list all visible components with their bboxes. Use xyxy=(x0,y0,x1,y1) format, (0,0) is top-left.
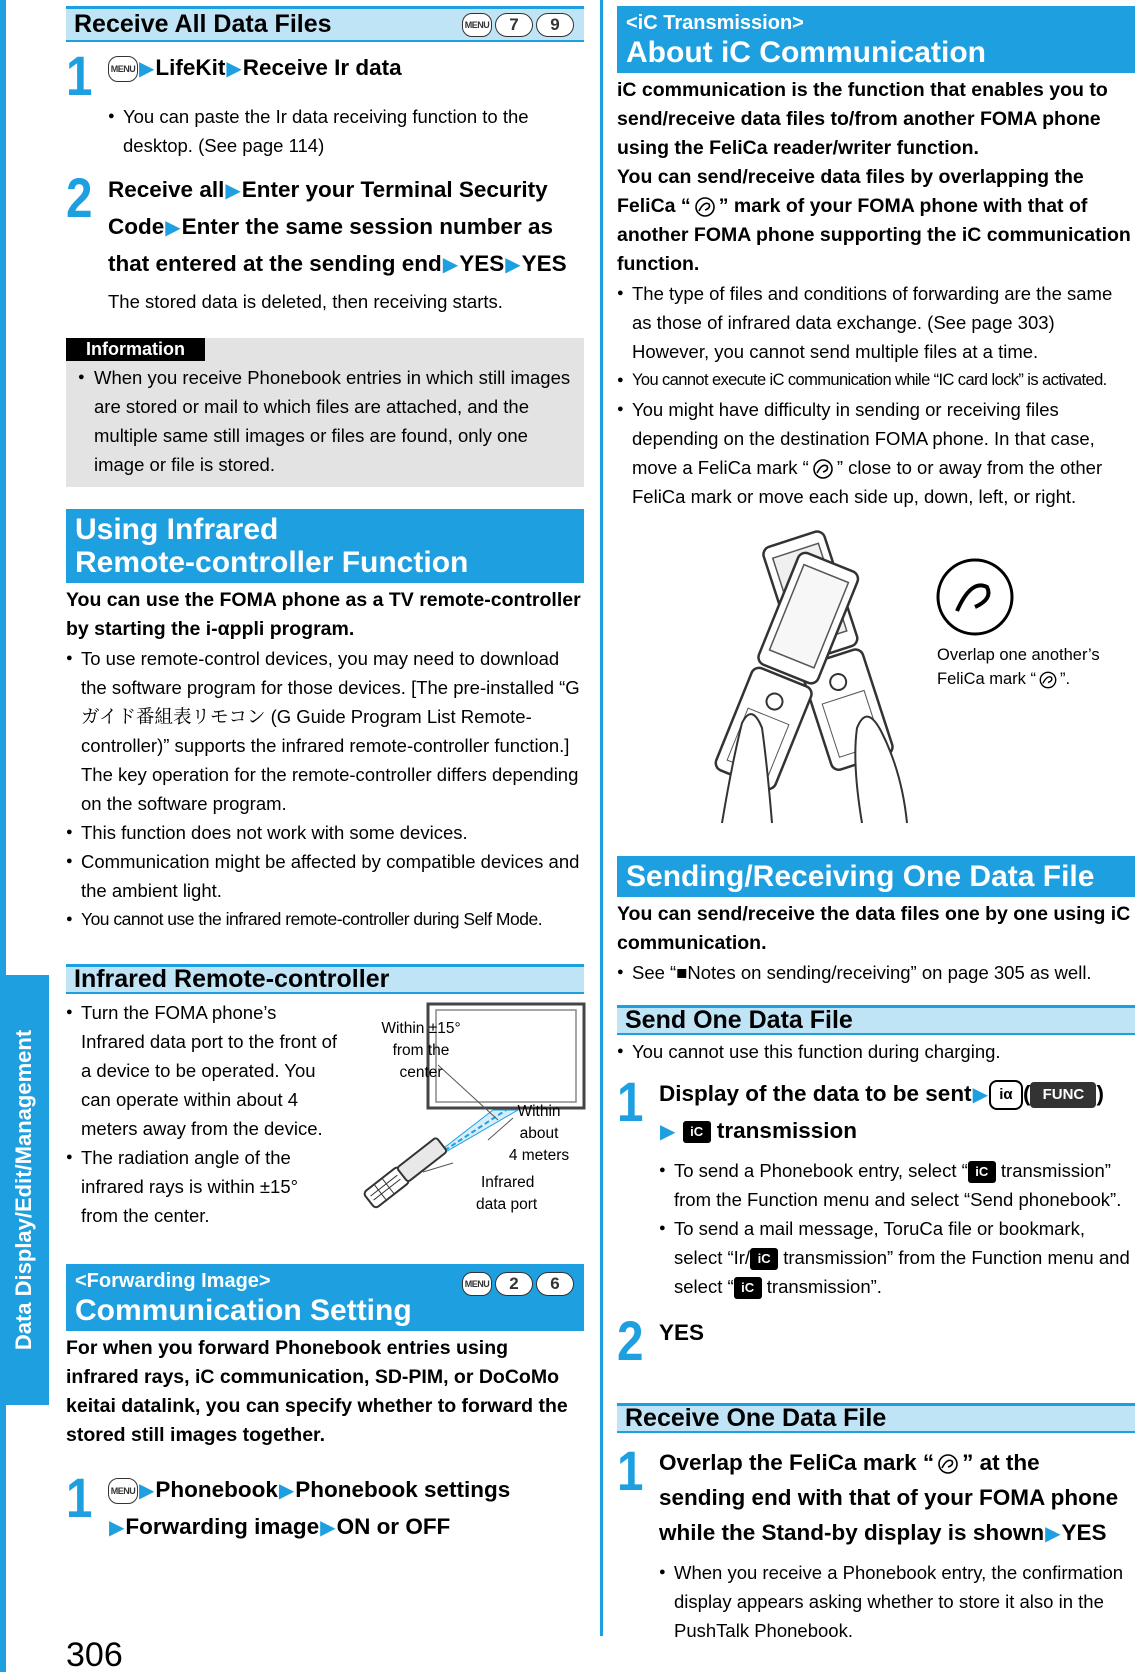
step-text: Phonebook xyxy=(155,1477,278,1502)
send-recv-bullet: ● See “■Notes on sending/receiving” on page 305 as well. xyxy=(617,958,1135,987)
func-key-icon: FUNC xyxy=(1030,1082,1096,1108)
remote-title-line1: Using Infrared xyxy=(75,513,279,546)
receive-one-step-1 xyxy=(617,1439,1135,1552)
column-divider xyxy=(600,0,603,1636)
step-text: ON or OFF xyxy=(336,1514,451,1539)
step-note: ● You can paste the Ir data receiving function to the desktop. (See page 114) xyxy=(108,102,584,160)
step-text: YES xyxy=(1061,1520,1107,1545)
menu-key-icon: MENU xyxy=(108,1478,138,1504)
forwarding-intro: For when you forward Phonebook entries using infrared rays, iC communication, SD-PIM, or DoCoMo keitai datalink, you can specify whether to forward the stored still images together. xyxy=(66,1337,568,1446)
ic-bullet: ● You cannot execute iC communication while “IC card lock” is activated. xyxy=(617,366,1135,395)
send-one-title: Send One Data File xyxy=(625,1006,853,1034)
fig-label-ir-port: Infrared data port xyxy=(476,1174,538,1213)
remote-bullet: ● To use remote-control devices, you may need to download the software program for those devices. [The pre-installed “Gガイド番組表リモコン (G Guide Program List Remote-controller)” supports the infrared remote-controller function.] The key operation for the remote-controller differs depending on the software program. xyxy=(66,644,584,818)
arrow-icon: ▶ xyxy=(165,217,181,239)
step-number: 1 xyxy=(617,1439,644,1502)
right-hand-icon xyxy=(855,717,907,823)
ic-title: About iC Communication xyxy=(626,36,986,69)
ic-transmission-icon: iC xyxy=(683,1121,711,1143)
step-note: The stored data is deleted, then receiving starts. xyxy=(108,291,503,312)
ic-transmission-icon: iC xyxy=(968,1161,996,1183)
step-text: Display of the data to be sent xyxy=(659,1081,972,1106)
arrow-icon: ▶ xyxy=(1045,1523,1061,1545)
ic-bullet: ● You might have difficulty in sending or receiving files depending on the destination FOMA phone. In that case, move a FeliCa mark “ ” close to or away from the other FeliCa mark or move each side up, down, left, or right. xyxy=(617,395,1135,511)
send-recv-section-header xyxy=(617,856,1135,897)
send-recv-intro: You can send/receive the data files one by one using iC communication. xyxy=(617,903,1131,954)
send-one-step-2 xyxy=(617,1309,1135,1372)
send-recv-title: Sending/Receiving One Data File xyxy=(626,860,1095,893)
arrow-icon: ▶ xyxy=(225,180,241,202)
fig-label-within-4m: Within about 4 meters xyxy=(508,1103,570,1164)
step-text: YES xyxy=(521,251,567,276)
ic-transmission-icon: iC xyxy=(734,1277,762,1299)
receive-one-header xyxy=(617,1403,1135,1433)
remote-intro: You can use the FOMA phone as a TV remote-controller by starting the i-αppli program. xyxy=(66,589,581,640)
arrow-icon: ▶ xyxy=(226,58,242,80)
ir-remote-header xyxy=(66,964,584,994)
step-text: Enter your Terminal Security Code xyxy=(108,177,548,239)
step-text: Phonebook settings xyxy=(295,1477,511,1502)
step-number: 1 xyxy=(66,44,93,107)
step-text: YES xyxy=(459,251,505,276)
arrow-icon: ▶ xyxy=(139,1480,155,1502)
arrow-icon: ▶ xyxy=(278,1480,295,1502)
ir-remote-title: Infrared Remote-controller xyxy=(74,965,390,993)
right-column xyxy=(617,6,1135,1645)
sidebar-strip xyxy=(0,0,6,1672)
forwarding-title: Communication Setting xyxy=(75,1294,412,1327)
arrow-icon: ▶ xyxy=(505,254,521,276)
menu-path-receive-ir: Receive Ir data xyxy=(242,55,402,80)
fig-label-overlap: Overlap one another’s FeliCa mark “ ”. xyxy=(937,646,1100,688)
fig-label-within-15: Within ±15° from the center xyxy=(381,1020,461,1081)
receive-all-step-1 xyxy=(66,44,584,107)
felica-mark-icon xyxy=(691,196,719,218)
shortcut-keys xyxy=(462,1272,574,1296)
i-appli-key-icon: iα xyxy=(989,1080,1023,1110)
menu-key-icon: MENU xyxy=(462,1272,492,1296)
forwarding-step-1 xyxy=(66,1466,584,1546)
key-2-icon: 2 xyxy=(495,1272,533,1296)
ic-section-header xyxy=(617,6,1135,73)
step-text: transmission xyxy=(716,1118,857,1143)
information-text: ● When you receive Phonebook entries in which still images are stored or mail to which files are attached, and the multiple same still images or files are found, only one image or file is stored. xyxy=(78,363,576,479)
ir-remote-body xyxy=(66,994,584,1234)
left-column xyxy=(66,6,584,1546)
receive-one-note: ● When you receive a Phonebook entry, the confirmation display appears asking whether to store it also in the PushTalk Phonebook. xyxy=(659,1558,1135,1645)
step-text: Receive all xyxy=(108,177,225,202)
step-number: 2 xyxy=(617,1309,644,1372)
overlap-phones-illustration xyxy=(712,523,912,843)
arrow-icon: ▶ xyxy=(320,1517,336,1539)
send-one-step-1: 1 Display of the data to be sent▶ iα ( FUNC ) ▶ iC transmission xyxy=(617,1070,1104,1143)
felica-mark-large-icon xyxy=(935,557,1015,637)
arrow-icon: ▶ xyxy=(109,1517,125,1539)
step-number: 1 xyxy=(66,1466,93,1529)
menu-key-icon: MENU xyxy=(462,13,492,37)
ic-transmission-icon: iC xyxy=(750,1248,778,1270)
felica-mark-icon xyxy=(934,1453,962,1475)
ic-subtitle: <iC Transmission> xyxy=(626,12,804,34)
remote-bullet: ● You cannot use the infrared remote-controller during Self Mode. xyxy=(66,905,584,934)
step-number: 2 xyxy=(66,166,93,229)
chapter-label: Data Display/Edit/Management xyxy=(11,1029,36,1351)
arrow-icon: ▶ xyxy=(972,1084,988,1106)
shortcut-keys xyxy=(462,13,574,37)
ic-intro-1: iC communication is the function that enables you to send/receive data files to/from another FOMA phone using the FeliCa reader/writer function. xyxy=(617,79,1108,159)
remote-section-header xyxy=(66,509,584,583)
phone-icon xyxy=(363,1136,448,1208)
receive-one-title: Receive One Data File xyxy=(625,1404,887,1432)
chapter-sidebar xyxy=(0,0,49,1672)
key-7-icon: 7 xyxy=(495,13,533,37)
key-6-icon: 6 xyxy=(536,1272,574,1296)
arrow-icon: ▶ xyxy=(442,254,459,276)
forwarding-section-header xyxy=(66,1264,584,1331)
ic-bullet: ● The type of files and conditions of forwarding are the same as those of infrared data exchange. (See page 303) However, you cannot send multiple files at a time. xyxy=(617,279,1135,366)
menu-key-icon: MENU xyxy=(108,56,138,82)
key-9-icon: 9 xyxy=(536,13,574,37)
step-text: ” at the sending end with that of your FOMA phone while the Stand-by display is shown xyxy=(659,1450,1119,1545)
send-one-bullet: ● You cannot use this function during charging. xyxy=(617,1037,1135,1066)
remote-bullet: ● Communication might be affected by compatible devices and the ambient light. xyxy=(66,847,584,905)
ir-bullet: ● Turn the FOMA phone’s Infrared data port to the front of a device to be operated. You can operate within about 4 meters away from the device. xyxy=(66,998,338,1143)
receive-all-step-2 xyxy=(66,166,584,283)
ir-bullet: ● The radiation angle of the infrared rays is within ±15° from the center. xyxy=(66,1143,338,1230)
step-text: Forwarding image xyxy=(125,1514,320,1539)
receive-all-title: Receive All Data Files xyxy=(74,10,332,38)
arrow-icon: ▶ xyxy=(139,58,155,80)
remote-title-line2: Remote-controller Function xyxy=(75,546,469,579)
send-one-note: ● To send a mail message, ToruCa file or bookmark, select “Ir/ iC transmission” from the Function menu and select “ iC transmission”. xyxy=(659,1214,1135,1301)
ic-intro-2: You can send/receive data files by overlapping the FeliCa “ ” mark of your FOMA phone with that of another FOMA phone supporting the iC communication function. xyxy=(617,166,1131,275)
send-one-header xyxy=(617,1005,1135,1035)
felica-mark-icon xyxy=(1036,670,1060,690)
step-text: Enter the same session number as that entered at the sending end xyxy=(108,214,554,276)
send-one-note: ● To send a Phonebook entry, select “ iC transmission” from the Function menu and select “Send phonebook”. xyxy=(659,1156,1135,1214)
step-text: YES xyxy=(659,1320,705,1345)
receive-all-header xyxy=(66,6,584,42)
information-tag: Information xyxy=(66,338,205,361)
information-box xyxy=(66,338,584,487)
step-text: Overlap the FeliCa mark “ xyxy=(659,1450,935,1475)
page-number: 306 xyxy=(66,1636,123,1672)
forwarding-subtitle: <Forwarding Image> xyxy=(75,1270,271,1292)
menu-path-lifekit: LifeKit xyxy=(155,55,226,80)
step-number: 1 xyxy=(617,1070,644,1133)
ic-figure xyxy=(617,511,1135,856)
felica-mark-icon xyxy=(809,458,837,480)
remote-bullet: ● This function does not work with some devices. xyxy=(66,818,584,847)
arrow-icon: ▶ xyxy=(660,1121,676,1143)
